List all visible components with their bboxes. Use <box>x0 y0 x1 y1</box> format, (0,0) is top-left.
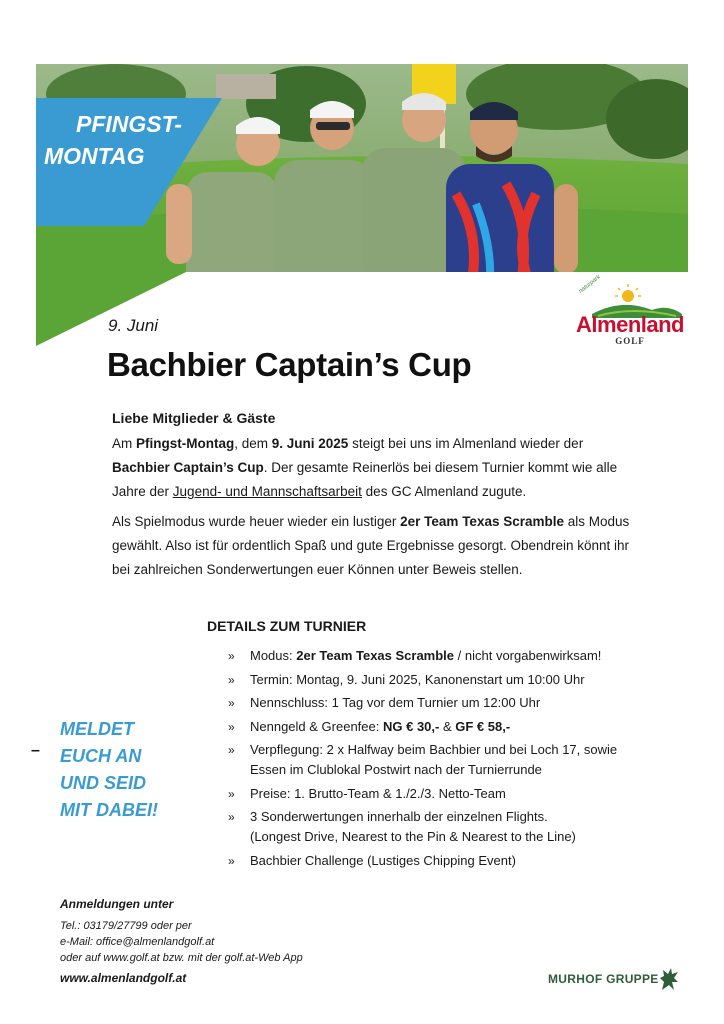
ribbon-line-1: PFINGST- <box>76 111 183 137</box>
cta-dash: – <box>31 742 40 759</box>
list-item: » Nennschluss: 1 Tag vor dem Turnier um 12:00 Uhr <box>228 693 668 713</box>
event-date: 9. Juni <box>108 316 159 335</box>
call-to-action <box>60 716 200 824</box>
logo-small-text: naturpark <box>578 274 602 295</box>
list-item: » Verpflegung: 2 x Halfway beim Bachbier und bei Loch 17, sowie Essen im Clublokal Postwirt nach der Turnierrunde <box>228 742 618 777</box>
cta-line-2: EUCH AN <box>60 746 142 766</box>
list-item: » Modus: 2er Team Texas Scramble / nicht vorgabenwirksam! <box>228 646 668 666</box>
details-heading: DETAILS ZUM TURNIER <box>207 618 367 634</box>
bullet-icon: » <box>228 672 235 687</box>
ribbon-line-2: MONTAG <box>44 143 145 169</box>
list-item: » Termin: Montag, 9. Juni 2025, Kanonenstart um 10:00 Uhr <box>228 670 668 690</box>
bullet-icon: » <box>228 719 235 734</box>
murhof-brand-text: MURHOF GRUPPE <box>548 972 659 986</box>
youth-team-work-text: Jugend- und Mannschaftsarbeit <box>172 484 362 499</box>
list-item: » Bachbier Challenge (Lustiges Chipping Event) <box>228 851 668 871</box>
bullet-icon: » <box>228 786 235 801</box>
list-item: » Preise: 1. Brutto-Team & 1./2./3. Netto-Team <box>228 784 668 804</box>
bullet-icon: » <box>228 743 235 757</box>
list-item: » 3 Sonderwertungen innerhalb der einzelnen Flights. (Longest Drive, Nearest to the Pin & Nearest to the Line) <box>228 809 576 844</box>
registration-title: Anmeldungen unter <box>60 897 174 911</box>
bullet-icon: » <box>228 696 235 710</box>
logo-subtitle: GOLF <box>615 336 645 346</box>
greeting: Liebe Mitglieder & Gäste <box>112 410 276 426</box>
web-app-line: oder auf www.golf.at bzw. mit der golf.at-Web App <box>60 952 303 964</box>
website-link[interactable]: www.almenlandgolf.at <box>60 971 187 985</box>
email-line: e-Mail: office@almenlandgolf.at <box>60 936 215 948</box>
bullet-icon: » <box>228 649 235 663</box>
ribbon-text <box>44 108 244 172</box>
details-list <box>228 646 668 874</box>
almenland-golf-logo <box>572 274 688 350</box>
registration-contact <box>60 918 303 966</box>
cta-line-4: MIT DABEI! <box>60 800 158 820</box>
logo-wordmark: Almenland <box>576 312 684 337</box>
mode-paragraph: Als Spielmodus wurde heuer wieder ein lustiger 2er Team Texas Scramble als Modus gewählt. Also ist für ordentlich Spaß und gute Ergebnisse gesorgt. Obendrein könnt ihr bei zahlreichen Sonderwertungen euer Können unter Beweis stellen. <box>112 514 630 577</box>
intro-paragraph: Am Pfingst-Montag, dem 9. Juni 2025 steigt bei uns im Almenland wieder der Bachbier Captain’s Cup. Der gesamte Reinerlös bei diesem Turnier kommt wie alle Jahre der Jugend- und Mannschaftsarbeit des GC Almenland zugute. <box>112 436 618 499</box>
heraldic-animal-icon <box>656 966 682 992</box>
cta-line-3: UND SEID <box>60 773 147 793</box>
murhof-gruppe-logo <box>548 966 688 992</box>
phone-line: Tel.: 03179/27799 oder per <box>60 920 192 932</box>
cta-line-1: MELDET <box>60 719 134 739</box>
bullet-icon: » <box>228 853 235 868</box>
list-item: » Nenngeld & Greenfee: NG € 30,- & GF € 58,- <box>228 717 668 737</box>
bullet-icon: » <box>228 810 235 824</box>
page-title: Bachbier Captain’s Cup <box>107 346 472 383</box>
